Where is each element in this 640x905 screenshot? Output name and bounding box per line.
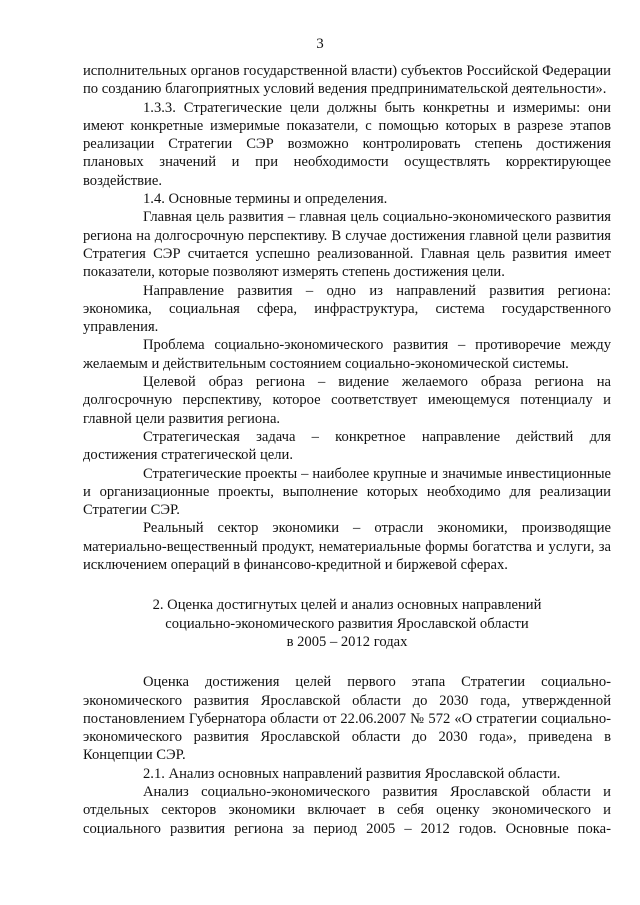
paragraph-1-3-3: 1.3.3. Стратегические цели должны быть конкретны и измеримы: они имеют конкретные измеримые показатели, с помощью которых в разрезе этапов реализации Стратегии СЭР возможно контролировать степень достижения плановых значений и при необходимости осуществлять корректирующее воздействие. [83, 99, 611, 189]
paragraph-continuation: исполнительных органов государственной власти) субъектов Российской Федерации по созданию благоприятных условий ведения предпринимательской деятельности». [83, 63, 611, 98]
section-heading-line-1: 2. Оценка достигнутых целей и анализ основных направлений [152, 597, 542, 614]
paragraph-real-sector: Реальный сектор экономики – отрасли экономики, производящие материально-вещественный продукт, нематериальные формы богатства и услуги, за исключением операций в финансово-кредитной и биржевой сферах. [83, 520, 611, 574]
paragraph-target-image: Целевой образ региона – видение желаемого образа региона на долгосрочную перспективу, которое соответствует имеющемуся потенциалу и главной цели развития региона. [83, 374, 611, 427]
paragraph-assessment: Оценка достижения целей первого этапа Стратегии социально-экономического развития Ярославской области до 2030 года, утвержденной постановлением Губернатора области от 22.06.2007 № 572 «О стратегии социально-экономического развития Ярославской области до 2030 года», приведена в Концепции СЭР. [83, 674, 611, 764]
paragraph-main-goal: Главная цель развития – главная цель социально-экономического развития региона на долгосрочную перспективу. В случае достижения главной цели развития Стратегия СЭР считается успешно реализованной. Главная цель развития имеет показатели, которые позволяют измерять степень достижения цели. [83, 209, 611, 281]
paragraph-2-1: 2.1. Анализ основных направлений развития Ярославской области. [143, 765, 561, 782]
section-heading [83, 596, 611, 651]
page-number: 3 [316, 36, 324, 52]
section-heading-line-3: в 2005 – 2012 годах [286, 633, 408, 650]
paragraph-direction: Направление развития – одно из направлений развития региона: экономика, социальная сфера, инфраструктура, система государственного управления. [83, 282, 611, 336]
paragraphs-top [83, 62, 611, 574]
paragraphs-bottom [83, 673, 611, 838]
paragraph-problem: Проблема социально-экономического развития – противоречие между желаемым и действительным состоянием социально-экономической системы. [83, 337, 611, 372]
paragraph-strategic-task: Стратегическая задача – конкретное направление действий для достижения стратегической цели. [83, 428, 611, 464]
paragraph-1-4: 1.4. Основные термины и определения. [143, 191, 388, 208]
paragraph-strategic-projects: Стратегические проекты – наиболее крупные и значимые инвестиционные и организационные проекты, выполнение которых необходимо для реализации Стратегии СЭР. [83, 465, 611, 519]
paragraph-analysis: Анализ социально-экономического развития Ярославской области и отдельных секторов экономики включает в себя оценку экономического и социального развития региона за период 2005 – 2012 годов. Основные пока- [83, 783, 611, 837]
section-heading-line-2: социально-экономического развития Ярославской области [165, 615, 529, 632]
page-content [83, 62, 611, 838]
